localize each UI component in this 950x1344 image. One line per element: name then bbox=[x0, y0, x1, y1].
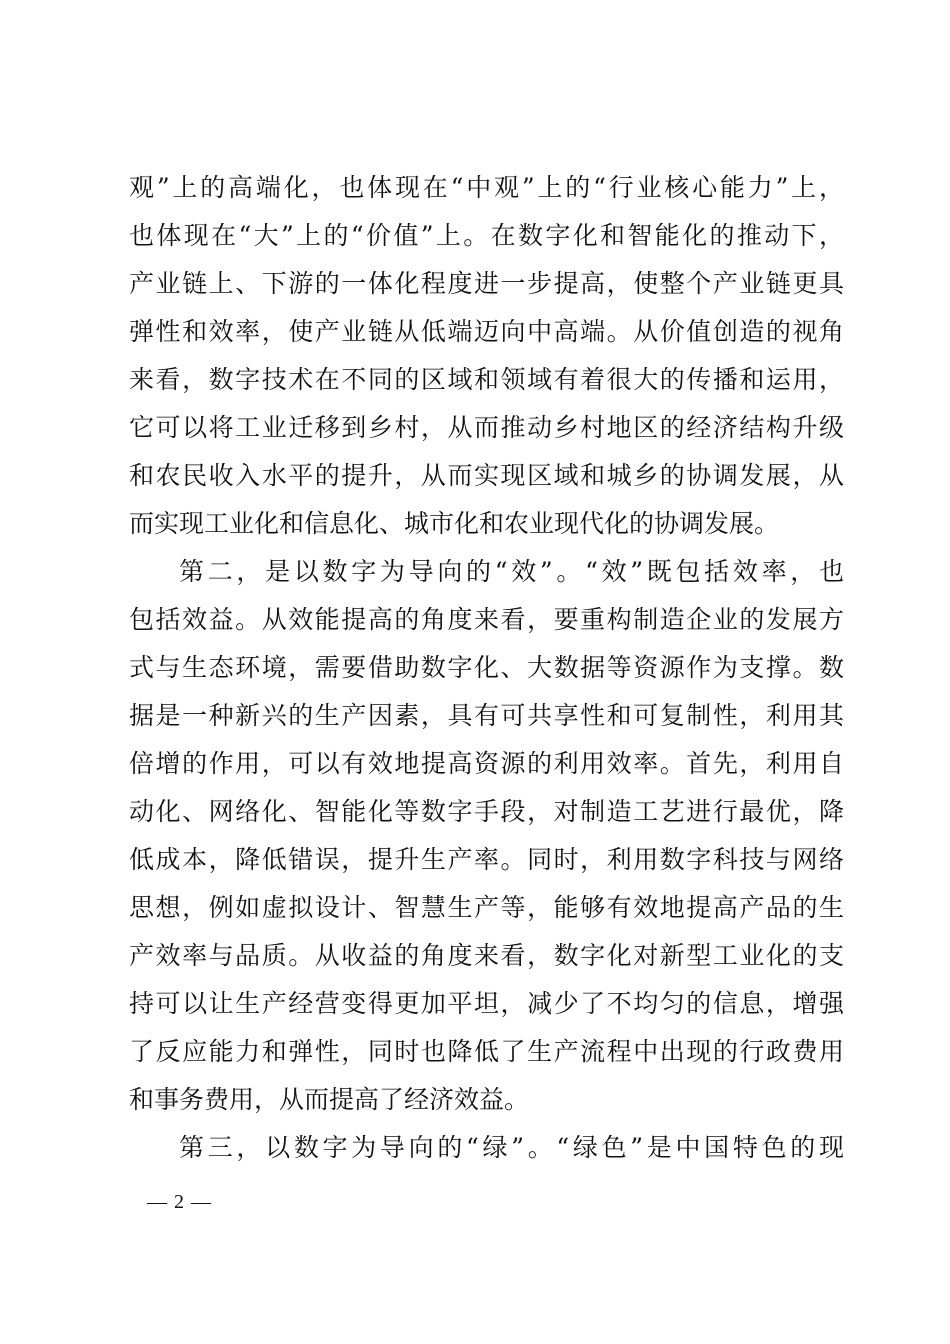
text-line: 思想，例如虚拟设计、智慧生产等，能够有效地提高产品的生 bbox=[129, 893, 844, 922]
text-line: 产业链上、下游的一体化程度进一步提高，使整个产业链更具 bbox=[129, 269, 844, 298]
text-line: 而实现工业化和信息化、城市化和农业现代化的协调发展。 bbox=[129, 509, 780, 538]
paragraph-3 bbox=[129, 1124, 844, 1172]
text-line: 和事务费用，从而提高了经济效益。 bbox=[129, 1085, 530, 1114]
text-line: 据是一种新兴的生产因素，具有可共享性和可复制性，利用其 bbox=[129, 701, 844, 730]
page-number: — 2 — bbox=[147, 1191, 212, 1213]
text-line: 产效率与品质。从收益的角度来看，数字化对新型工业化的支 bbox=[129, 941, 844, 970]
text-line: 和农民收入水平的提升，从而实现区域和城乡的协调发展，从 bbox=[129, 461, 844, 490]
paragraph-1 bbox=[129, 164, 844, 548]
text-line: 动化、网络化、智能化等数字手段，对制造工艺进行最优，降 bbox=[129, 797, 844, 826]
text-line: 第二，是以数字为导向的“效”。“效”既包括效率，也 bbox=[179, 557, 844, 586]
text-line: 来看，数字技术在不同的区域和领域有着很大的传播和运用， bbox=[129, 365, 844, 394]
text-line: 它可以将工业迁移到乡村，从而推动乡村地区的经济结构升级 bbox=[129, 413, 844, 442]
text-line: 持可以让生产经营变得更加平坦，减少了不均匀的信息，增强 bbox=[129, 989, 844, 1018]
text-line: 弹性和效率，使产业链从低端迈向中高端。从价值创造的视角 bbox=[129, 317, 844, 346]
text-line: 了反应能力和弹性，同时也降低了生产流程中出现的行政费用 bbox=[129, 1037, 844, 1066]
text-line: 式与生态环境，需要借助数字化、大数据等资源作为支撑。数 bbox=[129, 653, 844, 682]
text-line: 也体现在“大”上的“价值”上。在数字化和智能化的推动下， bbox=[129, 221, 844, 250]
text-line: 观”上的高端化，也体现在“中观”上的“行业核心能力”上， bbox=[129, 173, 844, 202]
text-line: 低成本，降低错误，提升生产率。同时，利用数字科技与网络 bbox=[129, 845, 844, 874]
text-line: 倍增的作用，可以有效地提高资源的利用效率。首先，利用自 bbox=[129, 749, 844, 778]
text-line: 第三，以数字为导向的“绿”。“绿色”是中国特色的现 bbox=[179, 1133, 844, 1162]
paragraph-2 bbox=[129, 548, 844, 1124]
document-body bbox=[129, 164, 844, 1172]
text-line: 包括效益。从效能提高的角度来看，要重构制造企业的发展方 bbox=[129, 605, 844, 634]
